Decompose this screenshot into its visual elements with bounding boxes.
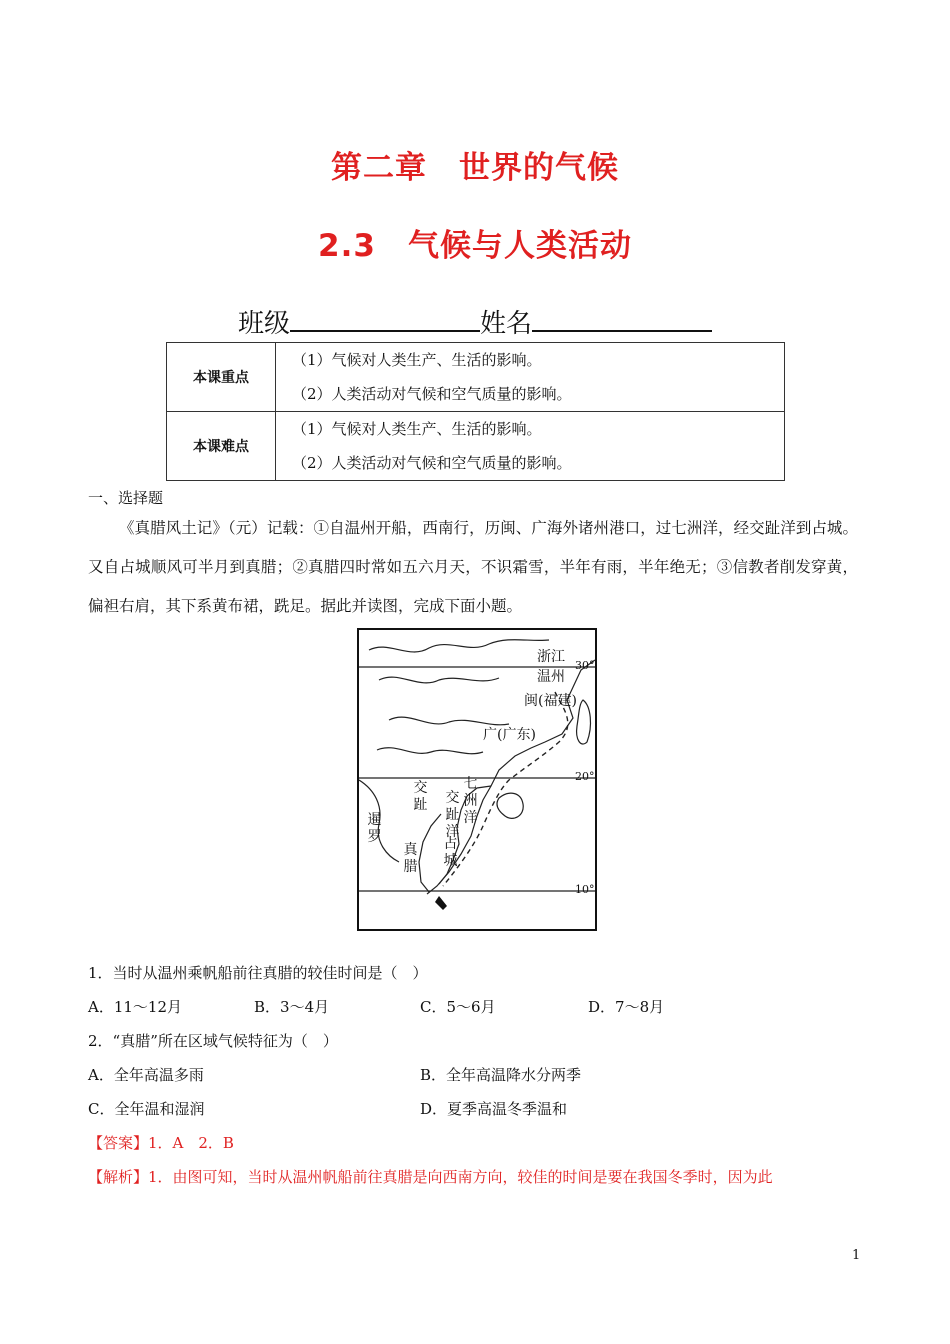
map-label-zhejiang: 浙江	[537, 649, 565, 665]
focus-label: 本课重点	[167, 343, 276, 412]
name-label: 姓名	[480, 309, 533, 339]
question-1-option-a[interactable]: A．11～12月	[88, 998, 183, 1016]
question-1-option-d[interactable]: D．7～8月	[588, 998, 665, 1016]
question-1-stem: 1．当时从温州乘帆船前往真腊的较佳时间是（ ）	[88, 964, 428, 982]
latitude-10: 10°	[575, 883, 595, 896]
difficulty-item-2: （2）人类活动对气候和空气质量的影响。	[292, 454, 572, 472]
map-label-min: 闽(福建)	[524, 693, 577, 709]
key-points-table	[166, 342, 785, 481]
difficulty-label: 本课难点	[167, 412, 276, 481]
question-2-option-c[interactable]: C．全年温和湿润	[88, 1100, 205, 1118]
map-label-xianluo: 暹 罗	[367, 812, 382, 845]
map-figure	[357, 628, 597, 931]
latitude-30: 30°	[575, 659, 595, 672]
section-heading: 一、选择题	[88, 489, 164, 507]
focus-item-1: （1）气候对人类生产、生活的影响。	[292, 351, 542, 369]
page-number: 1	[852, 1248, 861, 1263]
map-label-zhenla: 真 腊	[403, 842, 418, 875]
question-2-stem: 2．“真腊”所在区域气候特征为（ ）	[88, 1032, 338, 1050]
analysis-line	[88, 1166, 773, 1187]
section-title: 2.3 气候与人类活动	[318, 228, 632, 264]
map-label-guang: 广(广东)	[483, 727, 536, 743]
map-label-wenzhou: 温州	[537, 669, 565, 685]
chapter-title: 第二章 世界的气候	[331, 150, 619, 186]
question-2-option-b[interactable]: B．全年高温降水分两季	[420, 1066, 582, 1084]
reading-passage: 《真腊风土记》（元）记载：①自温州开船，西南行，历闽、广海外诸州港口，过七洲洋，经交趾洋到占城。又自占城顺风可半月到真腊；②真腊四时常如五六月天，不识霜雪，半年有雨，半年绝无；③信教者削发穿黄，偏袒右肩，其下系黄布裙，跣足。据此并读图，完成下面小题。	[88, 519, 858, 615]
map-label-jiaozhi: 交 趾	[413, 780, 428, 813]
focus-item-2: （2）人类活动对气候和空气质量的影响。	[292, 385, 572, 403]
answer-tag: 【答案】	[88, 1134, 149, 1152]
map-label-zhancheng: 占 城	[443, 836, 458, 869]
student-info-line	[238, 302, 712, 340]
analysis-tag: 【解析】	[88, 1168, 149, 1186]
latitude-20: 20°	[575, 770, 595, 783]
table-row-difficulty	[167, 412, 785, 481]
map-label-jiaozhi-yang: 交 趾 洋	[445, 790, 460, 840]
name-blank[interactable]	[532, 302, 712, 332]
map-label-qizhou-yang: 七 洲 洋	[463, 776, 478, 826]
class-blank[interactable]	[290, 302, 480, 332]
question-1-option-b[interactable]: B．3～4月	[254, 998, 330, 1016]
analysis-text: 1．由图可知，当时从温州帆船前往真腊是向西南方向，较佳的时间是要在我国冬季时，因为此	[148, 1168, 773, 1186]
answer-text: 1．A 2．B	[148, 1134, 234, 1152]
table-row-focus	[167, 343, 785, 412]
question-2-option-d[interactable]: D．夏季高温冬季温和	[420, 1100, 568, 1118]
difficulty-item-1: （1）气候对人类生产、生活的影响。	[292, 420, 542, 438]
class-label: 班级	[238, 309, 291, 339]
question-2-option-a[interactable]: A．全年高温多雨	[88, 1066, 204, 1084]
answer-line	[88, 1132, 234, 1153]
question-1-option-c[interactable]: C．5～6月	[420, 998, 496, 1016]
